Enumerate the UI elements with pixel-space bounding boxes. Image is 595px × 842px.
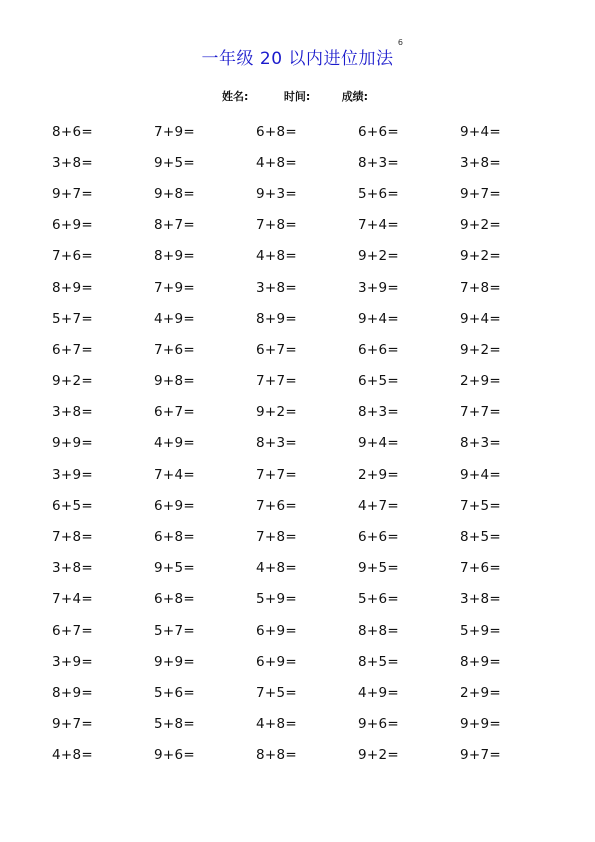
addition-problem: 3+9= (52, 466, 94, 483)
title-area (0, 38, 595, 69)
problem-row (52, 584, 572, 615)
addition-problem: 7+7= (256, 466, 298, 483)
problem-row (52, 521, 572, 552)
problem-row (52, 210, 572, 241)
problem-row (52, 459, 572, 490)
addition-problem: 6+9= (52, 217, 94, 234)
addition-problem: 9+2= (256, 404, 298, 421)
addition-problem: 6+7= (154, 404, 196, 421)
addition-problem: 2+9= (460, 373, 502, 390)
addition-problem: 9+4= (460, 123, 502, 140)
addition-problem: 7+4= (358, 217, 400, 234)
addition-problem: 5+6= (358, 185, 400, 202)
addition-problem: 6+8= (256, 123, 298, 140)
addition-problem: 3+8= (460, 591, 502, 608)
addition-problem: 5+7= (154, 622, 196, 639)
problem-row (52, 646, 572, 677)
addition-problem: 9+2= (358, 248, 400, 265)
addition-problem: 8+5= (460, 529, 502, 546)
addition-problem: 9+7= (52, 185, 94, 202)
addition-problem: 6+5= (52, 497, 94, 514)
addition-problem: 9+5= (358, 560, 400, 577)
addition-problem: 9+7= (460, 185, 502, 202)
addition-problem: 7+6= (154, 341, 196, 358)
addition-problem: 8+9= (154, 248, 196, 265)
addition-problem: 8+9= (256, 310, 298, 327)
addition-problem: 5+8= (154, 716, 196, 733)
problem-row (52, 178, 572, 209)
problem-row (52, 303, 572, 334)
addition-problem: 9+4= (358, 435, 400, 452)
addition-problem: 6+7= (256, 341, 298, 358)
page-number: 6 (397, 38, 404, 47)
problem-row (52, 397, 572, 428)
problem-row (52, 428, 572, 459)
addition-problem: 3+8= (52, 154, 94, 171)
problem-row (52, 615, 572, 646)
addition-problem: 6+8= (154, 529, 196, 546)
student-info-row (222, 88, 368, 104)
addition-problem: 9+2= (460, 248, 502, 265)
problem-row (52, 272, 572, 303)
addition-problem: 8+8= (256, 747, 298, 764)
addition-problem: 7+8= (460, 279, 502, 296)
addition-problem: 9+7= (52, 716, 94, 733)
addition-problem: 6+9= (154, 497, 196, 514)
problem-row (52, 116, 572, 147)
addition-problem: 3+8= (52, 560, 94, 577)
addition-problem: 9+2= (358, 747, 400, 764)
addition-problem: 3+8= (256, 279, 298, 296)
problem-row (52, 366, 572, 397)
addition-problem: 9+2= (460, 217, 502, 234)
addition-problem: 3+9= (52, 653, 94, 670)
addition-problem: 5+9= (256, 591, 298, 608)
addition-problem: 7+5= (460, 497, 502, 514)
addition-problem: 4+8= (52, 747, 94, 764)
addition-problem: 7+8= (256, 217, 298, 234)
addition-problem: 9+2= (52, 373, 94, 390)
addition-problem: 9+4= (358, 310, 400, 327)
addition-problem: 3+8= (52, 404, 94, 421)
addition-problem: 7+9= (154, 279, 196, 296)
addition-problem: 4+8= (256, 248, 298, 265)
problem-row (52, 490, 572, 521)
problem-row (52, 334, 572, 365)
addition-problem: 9+3= (256, 185, 298, 202)
worksheet-title-text: 一年级 20 以内进位加法 (201, 49, 394, 69)
addition-problem: 3+9= (358, 279, 400, 296)
addition-problem: 6+7= (52, 341, 94, 358)
addition-problem: 7+4= (52, 591, 94, 608)
addition-problem: 9+9= (460, 716, 502, 733)
addition-problem: 5+7= (52, 310, 94, 327)
addition-problem: 6+6= (358, 529, 400, 546)
addition-problem: 8+6= (52, 123, 94, 140)
addition-problem: 8+9= (460, 653, 502, 670)
addition-problem: 8+9= (52, 684, 94, 701)
addition-problem: 9+4= (460, 466, 502, 483)
problem-row (52, 147, 572, 178)
score-label: 成绩: (341, 90, 369, 103)
addition-problem: 2+9= (460, 684, 502, 701)
addition-problem: 9+9= (52, 435, 94, 452)
addition-problem: 8+8= (358, 622, 400, 639)
addition-problem: 8+5= (358, 653, 400, 670)
addition-problem: 8+3= (358, 154, 400, 171)
problem-grid (52, 116, 572, 771)
problem-row (52, 740, 572, 771)
worksheet-title (201, 38, 404, 69)
addition-problem: 9+7= (460, 747, 502, 764)
addition-problem: 7+9= (154, 123, 196, 140)
addition-problem: 6+6= (358, 123, 400, 140)
addition-problem: 9+8= (154, 185, 196, 202)
addition-problem: 4+9= (154, 310, 196, 327)
name-label: 姓名: (222, 90, 249, 103)
addition-problem: 9+2= (460, 341, 502, 358)
addition-problem: 6+6= (358, 341, 400, 358)
addition-problem: 5+6= (154, 684, 196, 701)
addition-problem: 6+9= (256, 622, 298, 639)
addition-problem: 4+8= (256, 154, 298, 171)
addition-problem: 3+8= (460, 154, 502, 171)
addition-problem: 7+7= (460, 404, 502, 421)
addition-problem: 8+3= (460, 435, 502, 452)
addition-problem: 4+9= (358, 684, 400, 701)
addition-problem: 9+8= (154, 373, 196, 390)
addition-problem: 4+9= (154, 435, 196, 452)
addition-problem: 9+4= (460, 310, 502, 327)
addition-problem: 6+8= (154, 591, 196, 608)
addition-problem: 7+6= (256, 497, 298, 514)
addition-problem: 9+5= (154, 154, 196, 171)
addition-problem: 7+5= (256, 684, 298, 701)
time-label: 时间: (283, 90, 311, 103)
addition-problem: 8+3= (358, 404, 400, 421)
addition-problem: 4+7= (358, 497, 400, 514)
addition-problem: 8+3= (256, 435, 298, 452)
addition-problem: 5+9= (460, 622, 502, 639)
addition-problem: 7+8= (52, 529, 94, 546)
problem-row (52, 709, 572, 740)
addition-problem: 5+6= (358, 591, 400, 608)
addition-problem: 6+9= (256, 653, 298, 670)
addition-problem: 8+9= (52, 279, 94, 296)
addition-problem: 9+6= (154, 747, 196, 764)
addition-problem: 2+9= (358, 466, 400, 483)
problem-row (52, 553, 572, 584)
addition-problem: 8+7= (154, 217, 196, 234)
addition-problem: 6+5= (358, 373, 400, 390)
addition-problem: 7+4= (154, 466, 196, 483)
addition-problem: 9+9= (154, 653, 196, 670)
addition-problem: 6+7= (52, 622, 94, 639)
addition-problem: 9+5= (154, 560, 196, 577)
problem-row (52, 677, 572, 708)
addition-problem: 4+8= (256, 716, 298, 733)
addition-problem: 7+8= (256, 529, 298, 546)
addition-problem: 9+6= (358, 716, 400, 733)
addition-problem: 7+7= (256, 373, 298, 390)
addition-problem: 7+6= (52, 248, 94, 265)
addition-problem: 7+6= (460, 560, 502, 577)
addition-problem: 4+8= (256, 560, 298, 577)
problem-row (52, 241, 572, 272)
